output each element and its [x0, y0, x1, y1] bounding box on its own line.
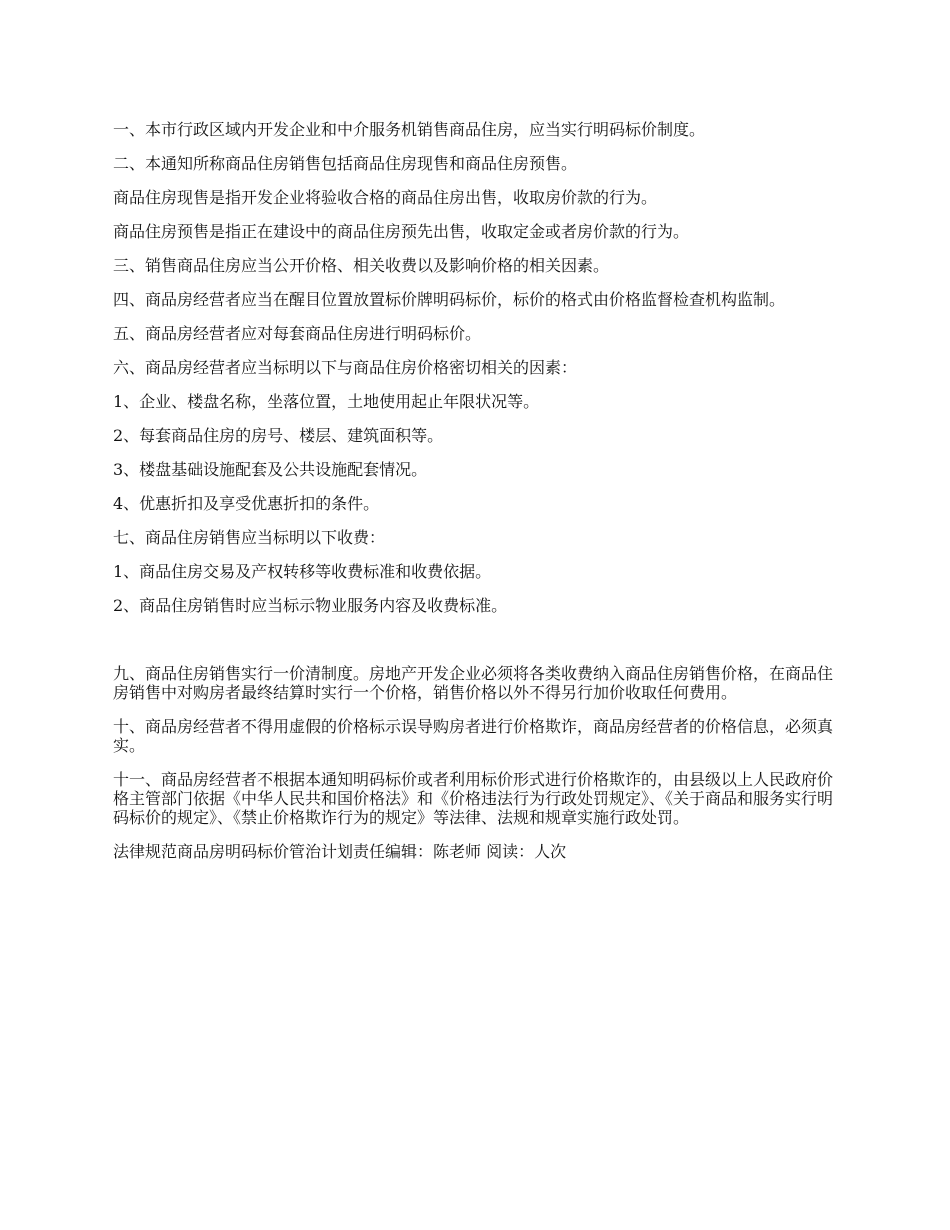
document-body	[113, 120, 843, 876]
section-gap	[113, 630, 843, 664]
paragraph-9: 七、商品住房销售应当标明以下收费：	[113, 528, 386, 547]
paragraph-11: 十、商品房经营者不得用虚假的价格标示误导购房者进行价格欺诈，商品房经营者的价格信息，必须真实。	[113, 717, 834, 755]
list-item-1: 1、企业、楼盘名称，坐落位置，土地使用起止年限状况等。	[113, 392, 540, 411]
list-item-2: 2、每套商品住房的房号、楼层、建筑面积等。	[113, 426, 444, 445]
paragraph-6: 四、商品房经营者应当在醒目位置放置标价牌明码标价，标价的格式由价格监督检查机构监制。	[113, 290, 786, 309]
paragraph-2: 二、本通知所称商品住房销售包括商品住房现售和商品住房预售。	[113, 154, 578, 173]
paragraph-8: 六、商品房经营者应当标明以下与商品住房价格密切相关的因素：	[113, 358, 578, 377]
list-item-3: 3、楼盘基础设施配套及公共设施配套情况。	[113, 460, 428, 479]
paragraph-7: 五、商品房经营者应对每套商品住房进行明码标价。	[113, 324, 482, 343]
paragraph-4: 商品住房预售是指正在建设中的商品住房预先出售，收取定金或者房价款的行为。	[113, 222, 690, 241]
fee-item-2: 2、商品住房销售时应当标示物业服务内容及收费标准。	[113, 596, 508, 615]
list-item-4: 4、优惠折扣及享受优惠折扣的条件。	[113, 494, 380, 513]
paragraph-3: 商品住房现售是指开发企业将验收合格的商品住房出售，收取房价款的行为。	[113, 188, 658, 207]
paragraph-12: 十一、商品房经营者不根据本通知明码标价或者利用标价形式进行价格欺诈的，由县级以上人民政府价格主管部门依据《中华人民共和国价格法》和《价格违法行为行政处罚规定》、《关于商品和服务实行明码标价的规定》、《禁止价格欺诈行为的规定》等法律、法规和规章实施行政处罚。	[113, 770, 834, 827]
paragraph-5: 三、销售商品住房应当公开价格、相关收费以及影响价格的相关因素。	[113, 256, 610, 275]
fee-item-1: 1、商品住房交易及产权转移等收费标准和收费依据。	[113, 562, 492, 581]
footer-line: 法律规范商品房明码标价管治计划责任编辑：陈老师 阅读：人次	[113, 842, 567, 861]
paragraph-10: 九、商品住房销售实行一价清制度。房地产开发企业必须将各类收费纳入商品住房销售价格，在商品住房销售中对购房者最终结算时实行一个价格，销售价格以外不得另行加价收取任何费用。	[113, 664, 834, 702]
paragraph-1: 一、本市行政区域内开发企业和中介服务机销售商品住房，应当实行明码标价制度。	[113, 120, 706, 139]
